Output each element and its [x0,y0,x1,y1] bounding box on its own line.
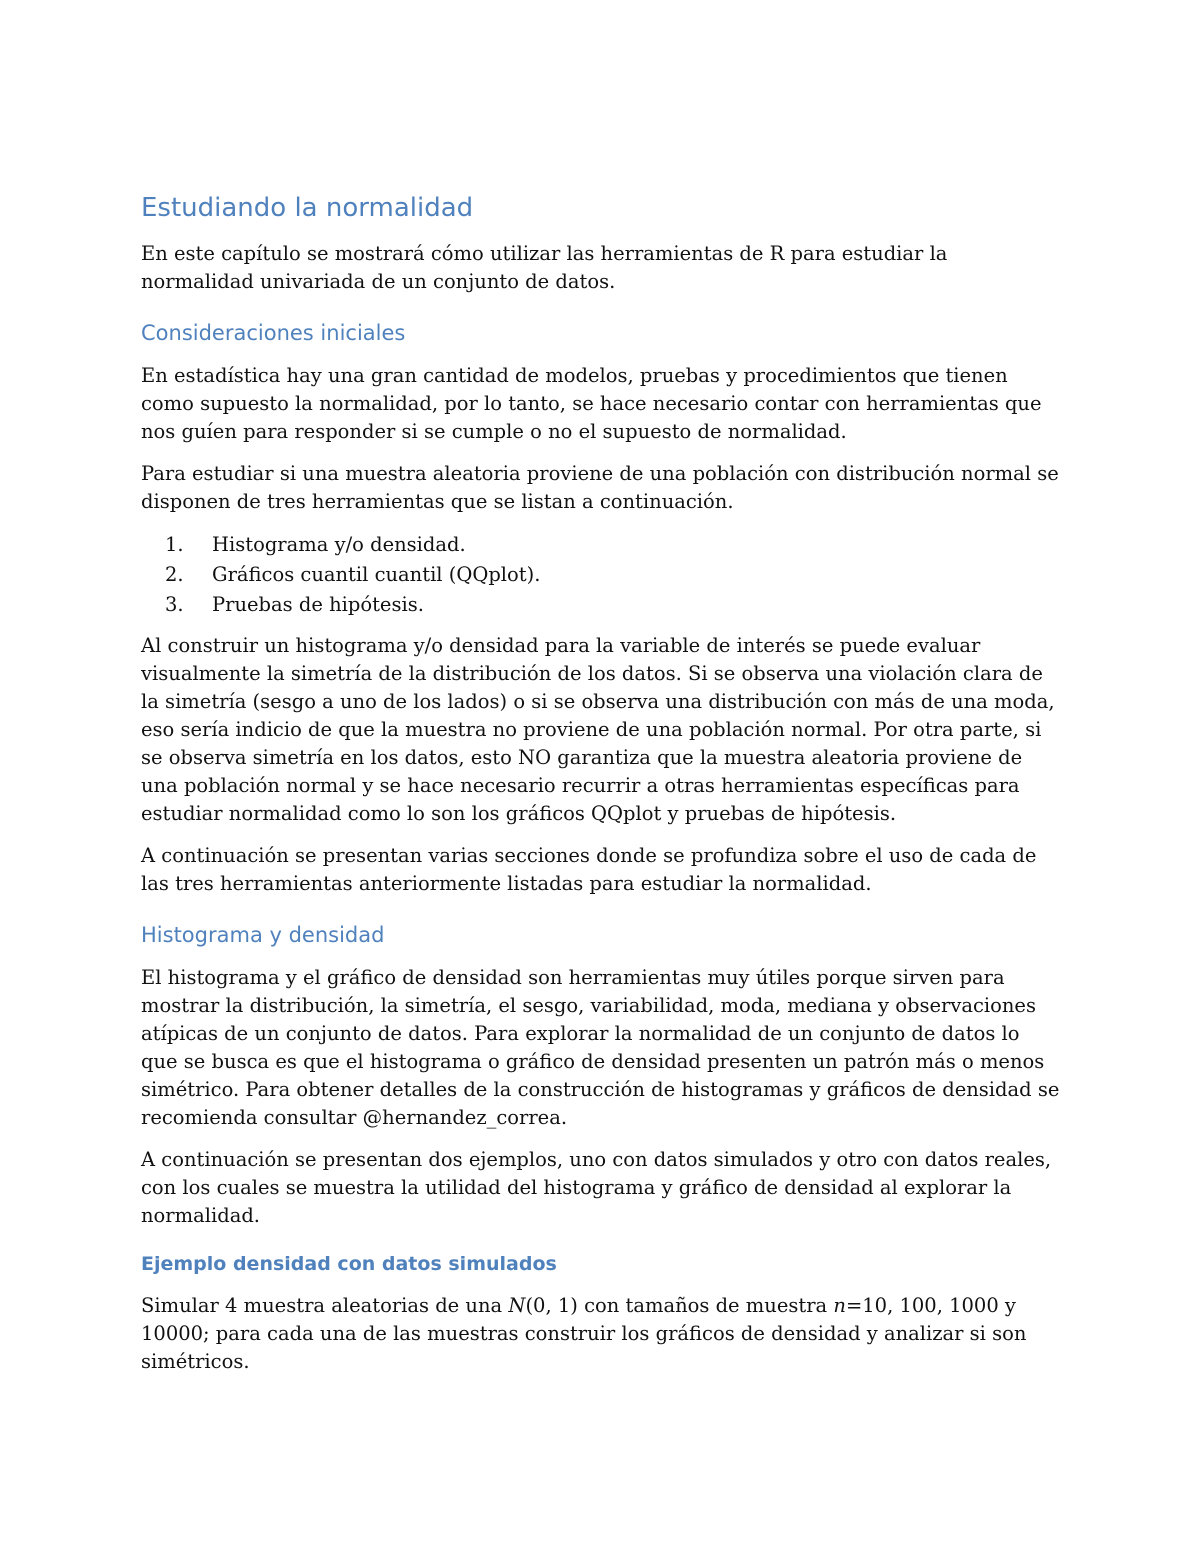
section-heading-histograma: Histograma y densidad [141,923,385,947]
paragraph-herramientas: Para estudiar si una muestra aleatoria proviene de una población con distribución normal se disponen de tres herramientas que se listan a continuación. [141,462,1059,513]
text-run: =10, 100, 1000 y 10000; para cada una de las muestras construir los gráficos de densidad y analizar si son simétricos. [141,1294,1027,1373]
intro-paragraph: En este capítulo se mostrará cómo utilizar las herramientas de R para estudiar la normalidad univariada de un conjunto de datos. [141,242,948,293]
text-run: con tamaños de muestra [577,1294,834,1317]
paragraph-simular [141,1292,1061,1376]
paragraph-simetria: Al construir un histograma y/o densidad para la variable de interés se puede evaluar visualmente la simetría de la distribución de los datos. Si se observa una violación clara de la simetría (sesgo a uno de los lados) o si se observa una distribución con más de una moda, eso sería indicio de que la muestra no proviene de una población normal. Por otra parte, si se observa simetría en los datos, esto NO garantiza que la muestra aleatoria proviene de una población normal y se hace necesario recurrir a otras herramientas específicas para estudiar normalidad como lo son los gráficos QQplot y pruebas de hipótesis. [141,634,1055,825]
list-item [141,560,1061,590]
list-text: Gráficos cuantil cuantil (QQplot). [212,563,541,586]
paragraph-ejemplos: A continuación se presentan dos ejemplos, uno con datos simulados y otro con datos reales, con los cuales se muestra la utilidad del histograma y gráfico de densidad al explorar la normalidad. [141,1148,1052,1227]
list-text: Histograma y/o densidad. [212,533,466,556]
list-text: Pruebas de hipótesis. [212,593,424,616]
math-dist: N [508,1294,526,1317]
list-number: 3. [165,593,184,616]
list-item [141,530,1061,560]
paragraph-supuesto: En estadística hay una gran cantidad de modelos, pruebas y procedimientos que tienen como supuesto la normalidad, por lo tanto, se hace necesario contar con herramientas que nos guíen para responder si se cumple o no el supuesto de normalidad. [141,364,1042,443]
page-title: Estudiando la normalidad [141,193,474,223]
list-item [141,590,1061,620]
document-content [141,190,1061,1390]
math-params: (0, 1) [525,1294,578,1317]
tools-list [141,530,1061,620]
paragraph-secciones: A continuación se presentan varias secciones donde se profundiza sobre el uso de cada de las tres herramientas anteriormente listadas para estudiar la normalidad. [141,844,1037,895]
subsection-heading-ejemplo: Ejemplo densidad con datos simulados [141,1253,557,1275]
paragraph-histograma: El histograma y el gráfico de densidad son herramientas muy útiles porque sirven para mostrar la distribución, la simetría, el sesgo, variabilidad, moda, mediana y observaciones atípicas de un conjunto de datos. Para explorar la normalidad de un conjunto de datos lo que se busca es que el histograma o gráfico de densidad presenten un patrón más o menos simétrico. Para obtener detalles de la construcción de histogramas y gráficos de densidad se recomienda consultar @hernandez_correa. [141,966,1060,1129]
text-run: Simular 4 muestra aleatorias de una [141,1294,509,1317]
math-n: n [833,1294,846,1317]
section-heading-consideraciones: Consideraciones iniciales [141,321,406,345]
list-number: 2. [165,563,184,586]
list-number: 1. [165,533,184,556]
